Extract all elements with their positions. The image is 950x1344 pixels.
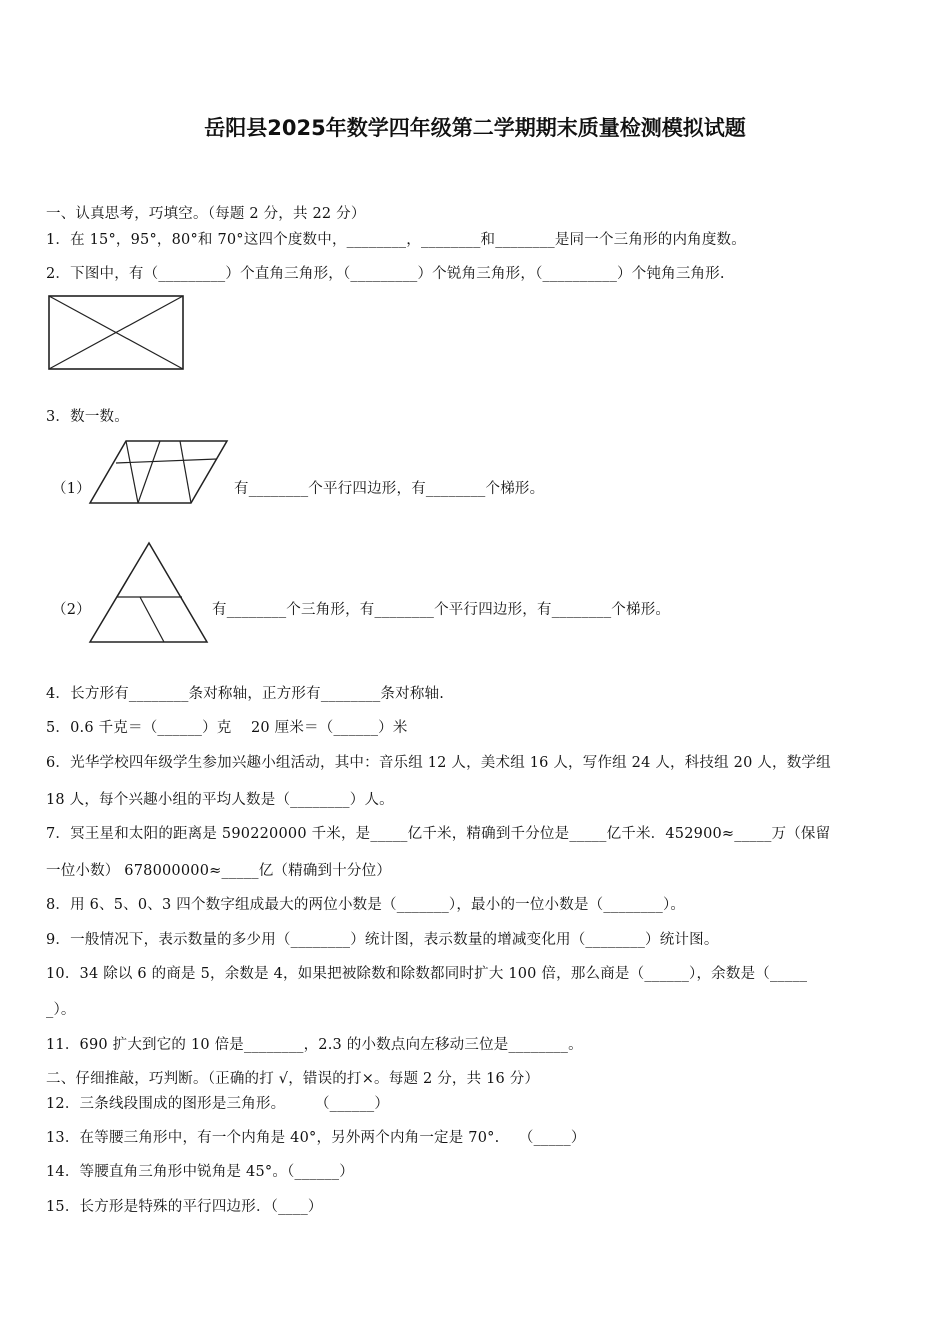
parallelogram-figure	[88, 438, 230, 506]
question-11: 11．690 扩大到它的 10 倍是________，2.3 的小数点向左移动三位是________。	[46, 1037, 583, 1053]
question-13: 13．在等腰三角形中，有一个内角是 40°，另外两个内角一定是 70°. （_____）	[46, 1130, 586, 1146]
question-3-2-label: （2）	[52, 602, 91, 618]
question-5: 5．0.6 千克＝（______）克 20 厘米＝（______）米	[46, 720, 408, 736]
section1-header: 一、认真思考，巧填空。（每题 2 分，共 22 分）	[46, 206, 366, 222]
question-7-line-1: 7．冥王星和太阳的距离是 590220000 千米，是_____亿千米，精确到千分位是_____亿千米．452900≈_____万（保留	[46, 826, 831, 842]
question-7-line-2: 一位小数） 678000000≈_____亿（精确到十分位）	[46, 863, 392, 879]
question-3-2-text: 有________个三角形，有________个平行四边形，有________个梯形。	[212, 602, 671, 618]
triangle-figure	[88, 540, 210, 646]
question-6-line-1: 6．光华学校四年级学生参加兴趣小组活动，其中：音乐组 12 人，美术组 16 人，写作组 24 人，科技组 20 人，数学组	[46, 755, 831, 771]
question-8: 8．用 6、5、0、3 四个数字组成最大的两位小数是（_______），最小的一位小数是（________）。	[46, 897, 686, 913]
question-14: 14．等腰直角三角形中锐角是 45°。（______）	[46, 1164, 354, 1180]
question-3: 3．数一数。	[46, 409, 129, 425]
question-12: 12．三条线段围成的图形是三角形。 （______）	[46, 1096, 390, 1112]
page-title: 岳阳县2025年数学四年级第二学期期末质量检测模拟试题	[204, 116, 746, 140]
question-4: 4．长方形有________条对称轴，正方形有________条对称轴.	[46, 686, 445, 702]
question-10-line-1: 10．34 除以 6 的商是 5，余数是 4，如果把被除数和除数都同时扩大 100 倍，那么商是（______），余数是（_____	[46, 966, 808, 982]
rectangle-diagonals-figure	[46, 293, 188, 373]
question-3-1-label: （1）	[52, 481, 91, 497]
question-9: 9．一般情况下，表示数量的多少用（________）统计图，表示数量的增减变化用（________）统计图。	[46, 932, 719, 948]
section2-header: 二、仔细推敲，巧判断。（正确的打 √，错误的打×。每题 2 分，共 16 分）	[46, 1071, 540, 1087]
question-1: 1．在 15°，95°，80°和 70°这四个度数中，________，________和________是同一个三角形的内角度数。	[46, 232, 746, 248]
question-10-line-2: _）。	[46, 1002, 76, 1018]
question-3-1-text: 有________个平行四边形，有________个梯形。	[234, 481, 545, 497]
question-2: 2．下图中，有（_________）个直角三角形，（_________）个锐角三角形，（__________）个钝角三角形.	[46, 266, 725, 282]
question-15: 15．长方形是特殊的平行四边形．（____）	[46, 1199, 323, 1215]
question-6-line-2: 18 人，每个兴趣小组的平均人数是（________）人。	[46, 792, 394, 808]
